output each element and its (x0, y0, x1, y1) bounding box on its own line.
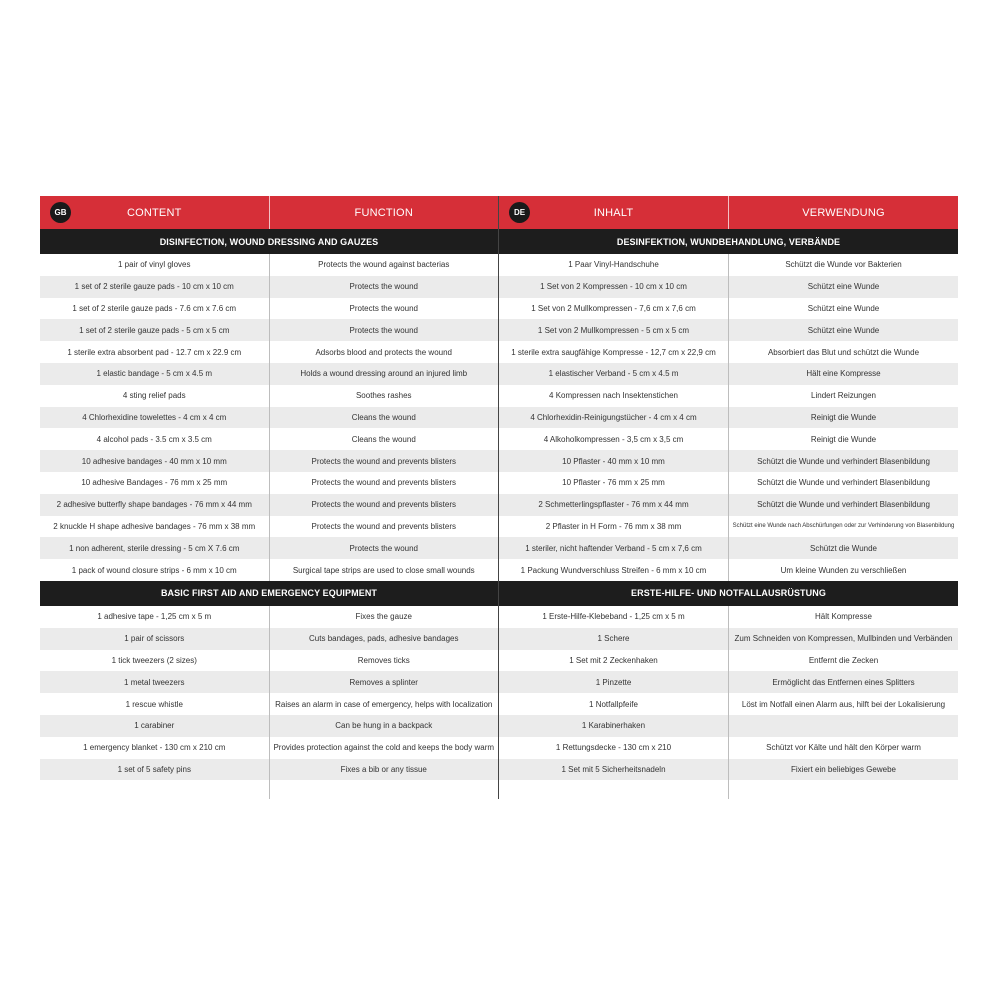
verwendung-column-header: VERWENDUNG (728, 196, 958, 229)
function-cell: Schützt die Wunde und verhindert Blasenbildung (728, 472, 958, 494)
inhalt-column-header: INHALT (593, 206, 634, 219)
function-cell: Hält eine Kompresse (728, 363, 958, 385)
function-cell: Cuts bandages, pads, adhesive bandages (269, 628, 499, 650)
function-column-header: FUNCTION (269, 196, 499, 229)
function-cell: Protects the wound (269, 276, 499, 298)
content-cell: 4 sting relief pads (122, 391, 186, 401)
content-cell: 1 Rettungsdecke - 130 cm x 210 (555, 743, 672, 753)
function-cell: Surgical tape strips are used to close small wounds (269, 559, 499, 581)
content-cell: 10 Pflaster - 40 mm x 10 mm (562, 456, 665, 466)
table-row (499, 450, 958, 472)
function-cell: Reinigt die Wunde (728, 407, 958, 429)
function-cell: Schützt die Wunde vor Bakterien (728, 254, 958, 276)
table-row (40, 319, 498, 341)
content-cell: 4 Alkoholkompressen - 3,5 cm x 3,5 cm (543, 434, 684, 444)
content-cell: 1 elastischer Verband - 5 cm x 4.5 m (548, 369, 679, 379)
table-row (499, 759, 958, 781)
content-cell: 1 set of 2 sterile gauze pads - 10 cm x 10 cm (74, 282, 234, 292)
function-cell: Soothes rashes (269, 385, 499, 407)
content-cell: 1 Set von 2 Mullkompressen - 5 cm x 5 cm (537, 325, 690, 335)
content-cell: 4 Kompressen nach Insektenstichen (549, 391, 678, 401)
function-cell: Entfernt die Zecken (728, 650, 958, 672)
content-cell: 1 Erste-Hilfe-Klebeband - 1,25 cm x 5 m (542, 612, 685, 622)
function-cell: Fixes a bib or any tissue (269, 759, 499, 781)
function-cell: Cleans the wound (269, 428, 499, 450)
ausruestung-rows (499, 606, 958, 780)
content-cell: 1 pair of vinyl gloves (118, 260, 191, 270)
table-row (499, 407, 958, 429)
table-row (499, 715, 958, 737)
content-cell: 10 adhesive bandages - 40 mm x 10 mm (81, 456, 227, 466)
english-header (40, 196, 498, 229)
function-cell: Cleans the wound (269, 407, 499, 429)
function-cell: Protects the wound (269, 298, 499, 320)
function-cell (728, 715, 958, 737)
function-cell: Schützt vor Kälte und hält den Körper warm (728, 737, 958, 759)
function-cell: Schützt die Wunde und verhindert Blasenbildung (728, 494, 958, 516)
table-row (499, 254, 958, 276)
function-cell: Schützt die Wunde und verhindert Blasenbildung (728, 450, 958, 472)
english-table (40, 196, 499, 799)
table-row (40, 537, 498, 559)
table-row (40, 494, 498, 516)
table-row (499, 276, 958, 298)
table-row (40, 671, 498, 693)
function-cell: Fixes the gauze (269, 606, 499, 628)
content-cell: 1 steriler, nicht haftender Verband - 5 cm x 7,6 cm (525, 543, 702, 553)
table-row (40, 606, 498, 628)
function-cell: Schützt eine Wunde (728, 298, 958, 320)
function-cell: Protects the wound and prevents blisters (269, 472, 499, 494)
section-heading-desinfektion: DESINFEKTION, WUNDBEHANDLUNG, VERBÄNDE (499, 229, 958, 254)
content-column-header: CONTENT (126, 206, 182, 219)
function-cell: Löst im Notfall einen Alarm aus, hilft bei der Lokalisierung (728, 693, 958, 715)
section-heading-basic-equipment: BASIC FIRST AID AND EMERGENCY EQUIPMENT (40, 581, 498, 606)
table-row (499, 341, 958, 363)
content-cell: 2 Pflaster in H Form - 76 mm x 38 mm (545, 521, 682, 531)
content-cell: 4 Chlorhexidin-Reinigungstücher - 4 cm x 4 cm (530, 412, 697, 422)
function-cell: Schützt eine Wunde nach Abschürfungen oder zur Verhinderung von Blasenbildung (728, 516, 958, 538)
table-row (40, 628, 498, 650)
section-heading-notfallausruestung: ERSTE-HILFE- UND NOTFALLAUSRÜSTUNG (499, 581, 958, 606)
table-row (40, 715, 498, 737)
table-row (40, 341, 498, 363)
table-tail (499, 780, 958, 799)
function-cell: Protects the wound (269, 319, 499, 341)
content-cell: 1 Set mit 5 Sicherheitsnadeln (561, 764, 666, 774)
table-tail (40, 780, 498, 799)
table-row (40, 428, 498, 450)
function-cell: Hält Kompresse (728, 606, 958, 628)
section-heading-disinfection: DISINFECTION, WOUND DRESSING AND GAUZES (40, 229, 498, 254)
function-cell: Removes ticks (269, 650, 499, 672)
function-cell: Protects the wound and prevents blisters (269, 494, 499, 516)
content-cell: 1 Set von 2 Mullkompressen - 7,6 cm x 7,6 cm (531, 303, 696, 313)
content-cell: 10 adhesive Bandages - 76 mm x 25 mm (81, 478, 228, 488)
content-cell: 4 Chlorhexidine towelettes - 4 cm x 4 cm (82, 412, 227, 422)
table-row (499, 628, 958, 650)
function-cell: Provides protection against the cold and keeps the body warm (269, 737, 499, 759)
content-cell: 1 Packung Wundverschluss Streifen - 6 mm x 10 cm (520, 565, 707, 575)
table-row (40, 407, 498, 429)
language-badge-de: DE (509, 202, 530, 223)
german-table (499, 196, 958, 799)
function-cell: Holds a wound dressing around an injured limb (269, 363, 499, 385)
content-cell: 1 Set von 2 Kompressen - 10 cm x 10 cm (540, 282, 687, 292)
function-cell: Raises an alarm in case of emergency, helps with localization (269, 693, 499, 715)
function-cell: Fixiert ein beliebiges Gewebe (728, 759, 958, 781)
table-row (499, 537, 958, 559)
content-cell: 2 Schmetterlingspflaster - 76 mm x 44 mm (538, 500, 689, 510)
disinfection-rows (40, 254, 498, 581)
function-cell: Schützt eine Wunde (728, 319, 958, 341)
content-cell: 1 Set mit 2 Zeckenhaken (569, 655, 658, 665)
table-row (40, 650, 498, 672)
content-cell: 1 set of 5 safety pins (117, 764, 191, 774)
desinfektion-rows (499, 254, 958, 581)
equipment-rows (40, 606, 498, 780)
content-cell: 1 non adherent, sterile dressing - 5 cm X 7.6 cm (69, 543, 240, 553)
first-aid-contents-table (40, 196, 958, 799)
table-row (40, 254, 498, 276)
table-row (499, 494, 958, 516)
content-cell: 1 elastic bandage - 5 cm x 4.5 m (96, 369, 213, 379)
function-cell: Ermöglicht das Entfernen eines Splitters (728, 671, 958, 693)
function-cell: Reinigt die Wunde (728, 428, 958, 450)
content-cell: 10 Pflaster - 76 mm x 25 mm (562, 478, 665, 488)
content-cell: 2 knuckle H shape adhesive bandages - 76 mm x 38 mm (53, 521, 256, 531)
content-cell: 1 pack of wound closure strips - 6 mm x 10 cm (71, 565, 237, 575)
table-row (40, 693, 498, 715)
function-cell: Protects the wound against bacterias (269, 254, 499, 276)
function-cell: Lindert Reizungen (728, 385, 958, 407)
table-row (40, 737, 498, 759)
function-cell: Removes a splinter (269, 671, 499, 693)
table-row (499, 693, 958, 715)
function-cell: Adsorbs blood and protects the wound (269, 341, 499, 363)
table-row (499, 606, 958, 628)
content-cell: 1 sterile extra absorbent pad - 12.7 cm x 22.9 cm (67, 347, 242, 357)
german-header (499, 196, 958, 229)
language-badge-gb: GB (50, 202, 71, 223)
table-row (40, 298, 498, 320)
function-cell: Protects the wound (269, 537, 499, 559)
content-cell: 1 tick tweezers (2 sizes) (111, 655, 197, 665)
table-row (40, 385, 498, 407)
function-cell: Zum Schneiden von Kompressen, Mullbinden und Verbänden (728, 628, 958, 650)
content-cell: 1 metal tweezers (124, 677, 185, 687)
function-cell: Schützt eine Wunde (728, 276, 958, 298)
table-row (499, 516, 958, 538)
table-row (499, 737, 958, 759)
table-row (40, 559, 498, 581)
table-row (499, 472, 958, 494)
table-row (499, 671, 958, 693)
function-cell: Can be hung in a backpack (269, 715, 499, 737)
table-row (499, 319, 958, 341)
table-row (499, 650, 958, 672)
table-row (499, 428, 958, 450)
table-row (40, 516, 498, 538)
function-cell: Protects the wound and prevents blisters (269, 450, 499, 472)
content-cell: 1 Schere (597, 634, 630, 644)
function-cell: Absorbiert das Blut und schützt die Wunde (728, 341, 958, 363)
content-cell: 1 sterile extra saugfähige Kompresse - 12,7 cm x 22,9 cm (511, 347, 716, 357)
table-row (499, 363, 958, 385)
content-cell: 1 Pinzette (595, 677, 632, 687)
function-cell: Um kleine Wunden zu verschließen (728, 559, 958, 581)
content-cell: 1 Notfallpfeife (589, 699, 638, 709)
table-row (40, 276, 498, 298)
content-cell: 1 set of 2 sterile gauze pads - 5 cm x 5 cm (79, 325, 230, 335)
content-cell: 1 Paar Vinyl-Handschuhe (568, 260, 659, 270)
content-cell: 1 set of 2 sterile gauze pads - 7.6 cm x 7.6 cm (72, 303, 237, 313)
table-row (40, 472, 498, 494)
content-cell: 1 carabiner (134, 721, 175, 731)
table-row (40, 450, 498, 472)
content-cell: 1 Karabinerhaken (581, 721, 646, 731)
table-row (499, 559, 958, 581)
content-cell: 1 pair of scissors (124, 634, 185, 644)
function-cell: Protects the wound and prevents blisters (269, 516, 499, 538)
table-row (40, 759, 498, 781)
table-row (40, 363, 498, 385)
table-row (499, 298, 958, 320)
table-row (499, 385, 958, 407)
function-cell: Schützt die Wunde (728, 537, 958, 559)
content-cell: 1 emergency blanket - 130 cm x 210 cm (83, 743, 226, 753)
content-cell: 4 alcohol pads - 3.5 cm x 3.5 cm (96, 434, 212, 444)
content-cell: 1 rescue whistle (125, 699, 183, 709)
content-cell: 2 adhesive butterfly shape bandages - 76 mm x 44 mm (56, 500, 252, 510)
content-cell: 1 adhesive tape - 1,25 cm x 5 m (97, 612, 212, 622)
